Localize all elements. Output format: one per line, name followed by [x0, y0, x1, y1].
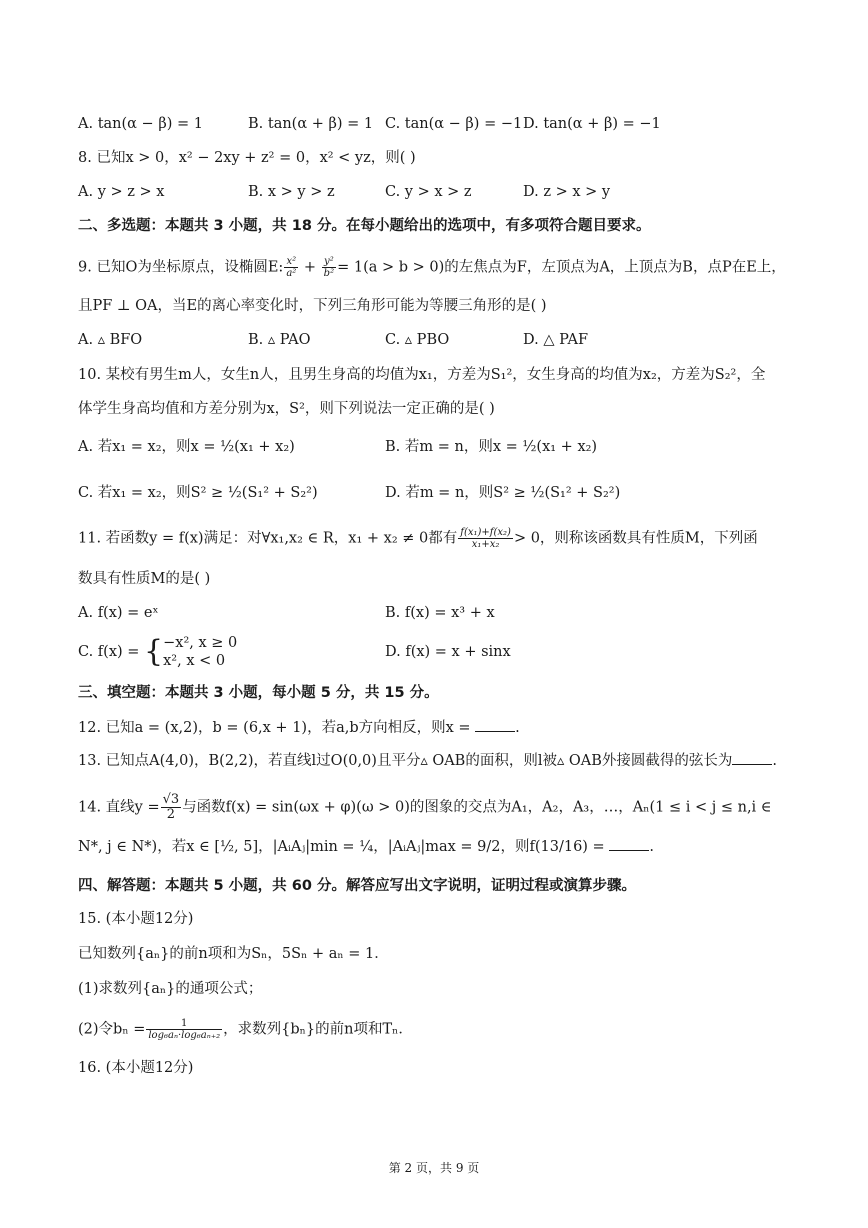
q11-options-row-1 [78, 603, 808, 625]
q9-line-1: 9. 已知O为坐标原点，设椭圆E: $\frac{\text{x²}}{\text{a²}}$ + $\frac{\text{y²}}{\text{b²}}$ = 1(a > b > 0)的左焦点为F，左顶点为A，上顶点为B，点P在E上， [78, 256, 786, 279]
q9-line-1-start: 9. 已知O为坐标原点，设椭圆E: [78, 259, 284, 276]
q11-option-c-brace: { [144, 634, 164, 669]
q11-line-1 [78, 527, 808, 550]
q14-line-1-end: 与函数f(x) = sin(ωx + φ)(ω > 0)的图象的交点为A₁，A₂，A₃，…，Aₙ(1 ≤ i < j ≤ n,i ∈ [182, 799, 772, 816]
q15-part-2-start: (2)令bₙ = [78, 1021, 146, 1038]
q7-option-d: D. tan(α + β) = −1 [523, 116, 661, 132]
q10-options-row-1 [78, 437, 808, 459]
q11-option-c [78, 632, 237, 672]
q8-stem: 8. 已知x > 0，x² − 2xy + z² = 0，x² < yz，则( ) [78, 150, 416, 166]
q9-option-d: D. △ PAF [523, 332, 589, 348]
q13-end: . [772, 753, 777, 769]
q14-line-2-end: . [649, 839, 654, 855]
q10-option-b: B. 若m = n，则x = ½(x₁ + x₂) [385, 439, 598, 455]
q14-fraction-sqrt3: $\frac{√3}{2}$ [162, 792, 180, 822]
q13-answer-blank[interactable] [732, 750, 772, 765]
q10-option-c: C. 若x₁ = x₂，则S² ≥ ½(S₁² + S₂²) [78, 485, 318, 501]
q15-part-1: (1)求数列{aₙ}的通项公式； [78, 981, 263, 997]
q10-line-1: 10. 某校有男生m人，女生n人，且男生身高的均值为x₁，方差为S₁²，女生身高的均值为x₂，方差为S₂²，全 [78, 367, 766, 383]
q9-option-c: C. ▵ PBO [385, 332, 450, 348]
q10-option-d: D. 若m = n，则S² ≥ ½(S₁² + S₂²) [385, 485, 621, 501]
q13-stem: 13. 已知点A(4,0)，B(2,2)，若直线l过O(0,0)且平分▵ OAB的面积，则l被▵ OAB外接圆截得的弦长为 [78, 753, 733, 769]
q7-options [78, 114, 808, 136]
section-2-heading: 二、多选题：本题共 3 小题，共 18 分。在每小题给出的选项中，有多项符合题目要求。 [78, 218, 651, 234]
q11-option-c-cases [163, 634, 237, 670]
q15-stem: 已知数列{aₙ}的前n项和为Sₙ，5Sₙ + aₙ = 1． [78, 946, 389, 962]
q12-line [78, 717, 808, 738]
q16-title: 16. (本小题12分) [78, 1060, 194, 1076]
q8-option-b: B. x > y > z [248, 184, 335, 200]
q14-line-1-start: 14. 直线y = [78, 799, 160, 816]
q9-option-b: B. ▵ PAO [248, 332, 311, 348]
q14-line-1 [78, 793, 808, 822]
q12-stem: 12. 已知a = (x,2)，b = (6,x + 1)，若a,b方向相反，则x = [78, 720, 471, 736]
q10-line-2: 体学生身高均值和方差分别为x，S²，则下列说法一定正确的是( ) [78, 401, 495, 417]
q12-end: . [515, 720, 520, 736]
section-4-heading: 四、解答题：本题共 5 小题，共 60 分。解答应写出文字说明，证明过程或演算步骤。 [78, 878, 636, 894]
q11-options-row-2 [78, 632, 808, 676]
q11-option-c-case-2: x², x < 0 [163, 653, 226, 669]
page-footer: 第 2 页，共 9 页 [388, 1161, 480, 1175]
q11-option-c-label: C. f(x) = [78, 644, 140, 660]
q15-title: 15. (本小题12分) [78, 911, 194, 927]
q15-part-2 [78, 1018, 808, 1041]
q7-option-c: C. tan(α − β) = −1 [385, 116, 523, 132]
q11-line-2: 数具有性质M的是( ) [78, 571, 211, 587]
q11-option-b: B. f(x) = x³ + x [385, 605, 495, 621]
q10-option-a: A. 若x₁ = x₂，则x = ½(x₁ + x₂) [78, 439, 295, 455]
q9-option-a: A. ▵ BFO [78, 332, 143, 348]
q14-line-2-start: N*, j ∈ N*)，若x ∈ [½, 5]，|AᵢAⱼ|min = ¼，|AᵢAⱼ|max = 9/2，则f(13/16) = [78, 839, 605, 855]
q14-line-2 [78, 836, 808, 857]
q9-options [78, 330, 808, 352]
q15-part-2-end: ，求数列{bₙ}的前n项和Tₙ． [223, 1021, 413, 1038]
q10-options-row-2 [78, 483, 808, 505]
q11-line-1-end: > 0，则称该函数具有性质M，下列函 [513, 530, 758, 547]
q13-line [78, 750, 808, 771]
q7-option-b: B. tan(α + β) = 1 [248, 116, 374, 132]
section-3-heading: 三、填空题：本题共 3 小题，每小题 5 分，共 15 分。 [78, 685, 439, 701]
q11-fraction: $\frac{\text{f(x₁)+f(x₂)}}{\text{x₁+x₂}}$ [460, 527, 511, 550]
q9-fraction-y: $\frac{\text{y²}}{\text{b²}}$ [323, 256, 335, 279]
q11-option-a: A. f(x) = eˣ [78, 605, 159, 621]
q9-fraction-x: $\frac{\text{x²}}{\text{a²}}$ [286, 256, 297, 279]
q7-option-a: A. tan(α − β) = 1 [78, 116, 203, 132]
q11-line-1-start: 11. 若函数y = f(x)满足：对∀x₁,x₂ ∈ R，x₁ + x₂ ≠ 0都有 [78, 530, 458, 547]
q8-options [78, 182, 808, 204]
q8-option-d: D. z > x > y [523, 184, 611, 200]
q14-answer-blank[interactable] [609, 836, 649, 851]
q11-option-c-case-1: −x², x ≥ 0 [163, 635, 238, 651]
q9-line-2: 且PF ⊥ OA，当E的离心率变化时，下列三角形可能为等腰三角形的是( ) [78, 298, 547, 314]
q11-option-d: D. f(x) = x + sinx [385, 644, 511, 660]
q9-line-1-end: = 1(a > b > 0)的左焦点为F，左顶点为A，上顶点为B，点P在E上， [337, 259, 786, 276]
q12-answer-blank[interactable] [475, 717, 515, 732]
q8-option-a: A. y > z > x [78, 184, 165, 200]
q15-fraction: $\frac{1}{\text{log₆aₙ·log₆aₙ₊₂}}$ [148, 1018, 221, 1041]
q8-option-c: C. y > x > z [385, 184, 472, 200]
